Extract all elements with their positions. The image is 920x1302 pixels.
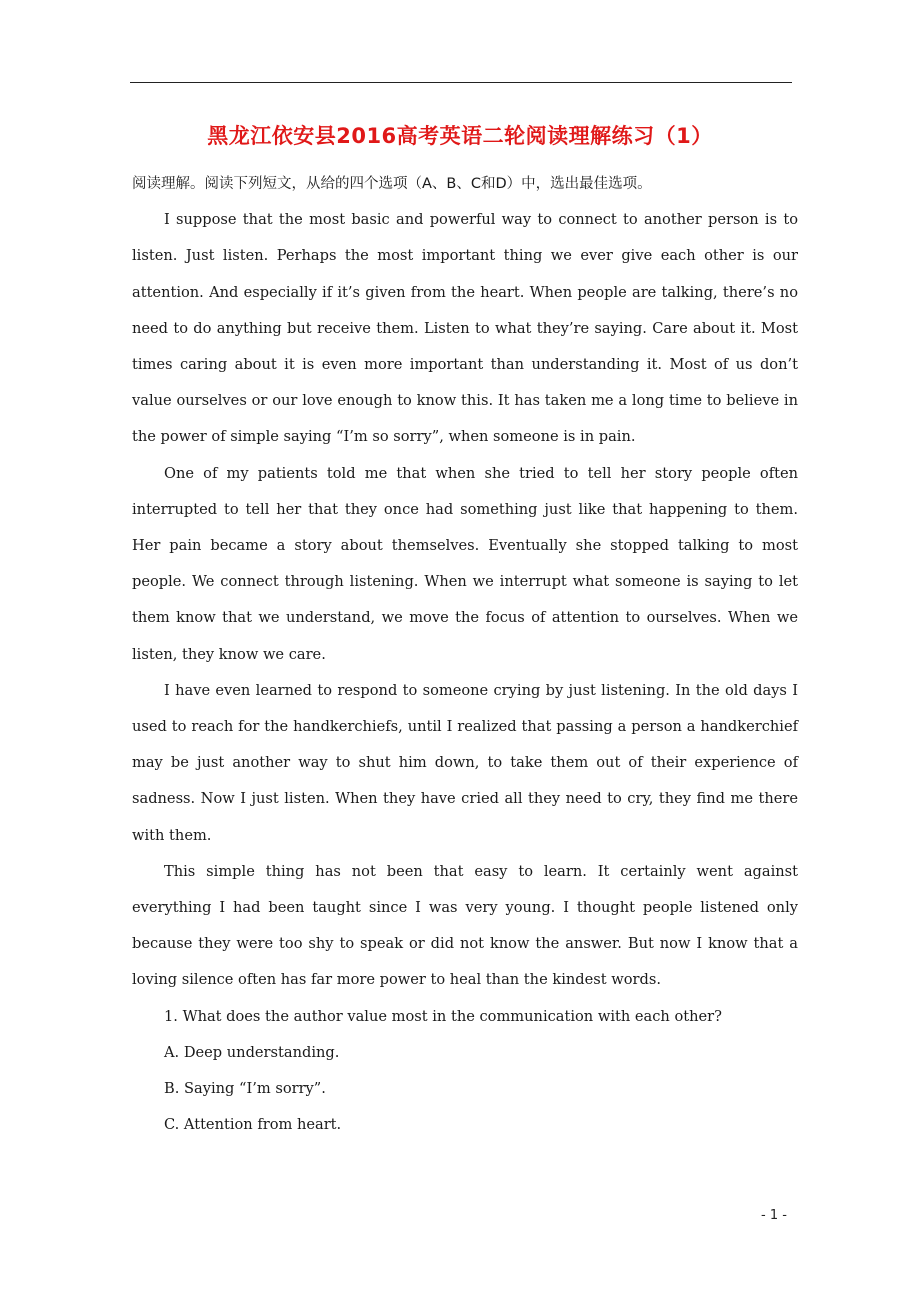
passage-paragraph-1: I suppose that the most basic and powerful way to connect to another person is to listen. Just listen. Perhaps the most important thing we ever give each other is our attention. And especially if it’s given from the heart. When people are talking, there’s no need to do anything but receive them. Listen to what they’re saying. Care about it. Most times caring about it is even more important than understanding it. Most of us don’t value ourselves or our love enough to know this. It has taken me a long time to believe in the power of simple saying “I’m so sorry”, when someone is in pain. — [132, 211, 798, 446]
question-1-option-a: A. Deep understanding. — [164, 1043, 340, 1061]
question-1-stem: 1. What does the author value most in the communication with each other? — [164, 1007, 722, 1025]
question-1-option-b: B. Saying “I’m sorry”. — [164, 1080, 326, 1098]
header-rule — [130, 82, 792, 83]
passage-paragraph-3: I have even learned to respond to someone crying by just listening. In the old days I used to reach for the handkerchiefs, until I realized that passing a person a handkerchief may be just another way to shut him down, to take them out of their experience of sadness. Now I just listen. When they have cried all they need to cry, they find me there with them. — [132, 681, 798, 844]
page-number: - 1 - — [761, 1208, 787, 1223]
passage-paragraph-2: One of my patients told me that when she tried to tell her story people often interrupted to tell her that they once had something just like that happening to them. Her pain became a story about themselves. Eventually she stopped talking to most people. We connect through listening. When we interrupt what someone is saying to let them know that we understand, we move the focus of attention to ourselves. When we listen, they know we care. — [132, 464, 798, 663]
passage-paragraph-4: This simple thing has not been that easy to learn. It certainly went against everything I had been taught since I was very young. I thought people listened only because they were too shy to speak or did not know the answer. But now I know that a loving silence often has far more power to heal than the kindest words. — [132, 862, 798, 989]
document-body — [132, 166, 798, 1143]
instruction-text: 阅读理解。阅读下列短文，从给的四个选项（A、B、C和D）中，选出最佳选项。 — [132, 176, 652, 192]
document-title: 黑龙江依安县2016高考英语二轮阅读理解练习（1） — [207, 124, 713, 148]
question-1-option-c: C. Attention from heart. — [164, 1116, 342, 1134]
